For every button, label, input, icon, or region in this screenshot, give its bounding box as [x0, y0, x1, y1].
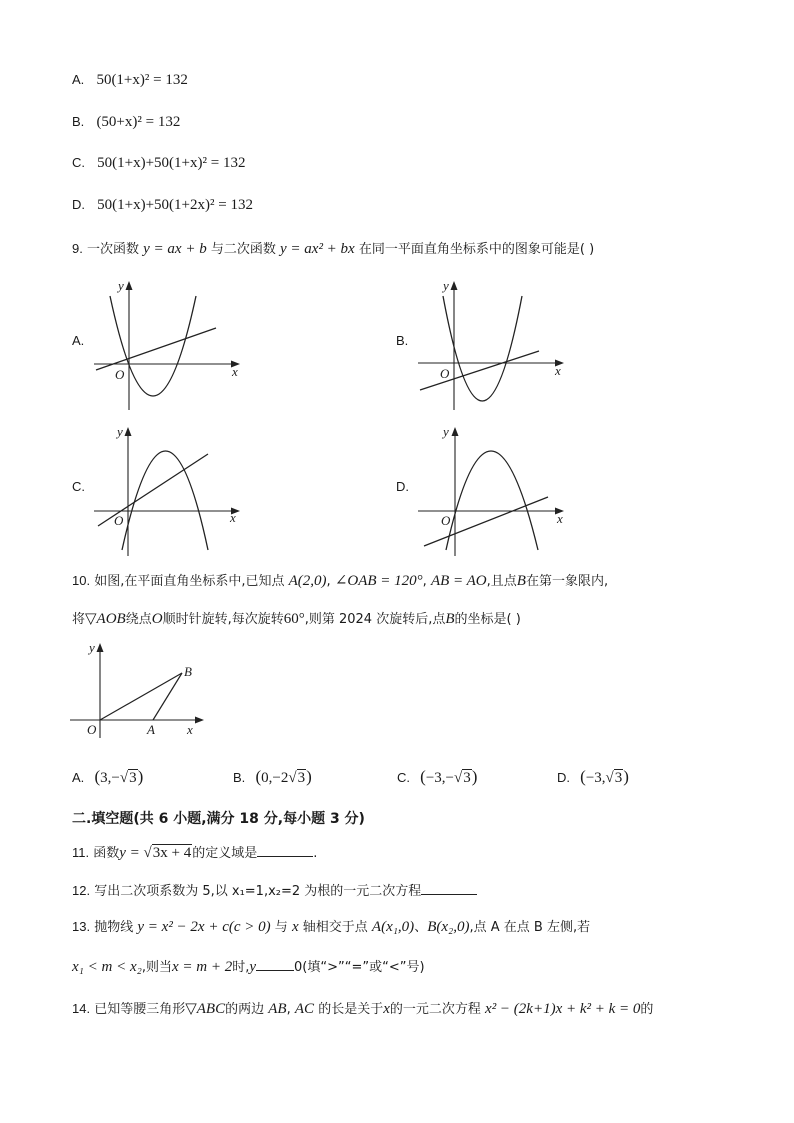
q8-option-d-expr: 50(1+x)+50(1+2x)² = 132 [97, 197, 253, 213]
q8-option-b-expr: (50+x)² = 132 [96, 114, 181, 130]
q9-d-x-label: x [557, 511, 563, 526]
q12-answer-blank[interactable] [421, 880, 477, 895]
q9-graph-a-label: A. [72, 333, 85, 348]
q10-point-a: A [147, 722, 155, 737]
q10-stem-line2: 将▽AOB绕点O顺时针旋转,每次旋转60°,则第 2024 次旋转后,点B的坐标是( ) [72, 611, 521, 627]
q8-option-a: A. 50(1+x)² = 132 [72, 72, 188, 88]
q13-answer-blank[interactable] [256, 956, 294, 971]
q9-graph-c-label: C. [72, 479, 85, 494]
q10-option-d: D. (−3,√3) [557, 767, 629, 786]
q12: 12. 写出二次项系数为 5,以 x₁=1,x₂=2 为根的一元二次方程 [72, 880, 477, 899]
q10-x-label: x [187, 722, 193, 737]
q9-c-x-label: x [230, 510, 236, 525]
q9-c-origin: O [114, 513, 124, 528]
q10-figure [68, 640, 208, 740]
q8-option-a-expr: 50(1+x)² = 132 [96, 72, 188, 88]
q9-a-origin: O [115, 367, 125, 382]
q9-a-y-label: y [118, 278, 124, 293]
q13-line1: 13. 抛物线 y = x² − 2x + c(c > 0) 与 x 轴相交于点 A(x₁,0)、B(x₂,0),点 A 在点 B 左侧,若 [72, 919, 591, 935]
q9-b-x-label: x [555, 363, 561, 378]
q9-d-y-label: y [443, 424, 449, 439]
q10-option-b: B. (0,−2√3) [233, 767, 312, 786]
q11: 11. 函数y = √3x + 4的定义域是 . [72, 842, 317, 862]
q9-graph-a [88, 276, 250, 412]
q13-line2: x₁ < m < x₂,则当x = m + 2时,y 0(填“>”“=”或“<”号) [72, 956, 425, 976]
q11-answer-blank[interactable] [257, 842, 313, 857]
q9-b-y-label: y [443, 278, 449, 293]
q10-option-a: A. (3,−√3) [72, 767, 144, 786]
q10-point-b: B [184, 664, 192, 679]
q9-stem: 9. 一次函数 y = ax + b 与二次函数 y = ax² + bx 在同一平面直角坐标系中的图象可能是( ) [72, 241, 595, 257]
q9-d-origin: O [441, 513, 451, 528]
section-title: 二.填空题(共 6 小题,满分 18 分,每小题 3 分) [72, 811, 365, 827]
q10-origin: O [87, 722, 97, 737]
q9-graph-d [412, 422, 574, 558]
q9-b-origin: O [440, 366, 450, 381]
q10-y-label: y [89, 640, 95, 655]
q10-stem-line1: 10. 如图,在平面直角坐标系中,已知点 A(2,0), ∠OAB = 120°, AB = AO,且点B在第一象限内, [72, 573, 609, 589]
q9-graph-c [88, 422, 250, 558]
q14: 14. 已知等腰三角形▽ABC的两边 AB, AC 的长是关于x的一元二次方程 x² − (2k+1)x + k² + k = 0的 [72, 1001, 654, 1017]
q9-quadratic-function: y = ax² + bx [280, 241, 355, 257]
q8-option-c: C. 50(1+x)+50(1+x)² = 132 [72, 155, 246, 171]
q10-option-c: C. (−3,−√3) [397, 767, 478, 786]
q8-option-d: D. 50(1+x)+50(1+2x)² = 132 [72, 197, 253, 213]
q8-option-c-expr: 50(1+x)+50(1+x)² = 132 [97, 155, 246, 171]
q9-graph-b [412, 276, 574, 412]
q9-linear-function: y = ax + b [143, 241, 207, 257]
q8-option-b: B. (50+x)² = 132 [72, 114, 181, 130]
q9-c-y-label: y [117, 424, 123, 439]
q9-graph-d-label: D. [396, 479, 409, 494]
q9-graph-b-label: B. [396, 333, 409, 348]
q9-a-x-label: x [232, 364, 238, 379]
